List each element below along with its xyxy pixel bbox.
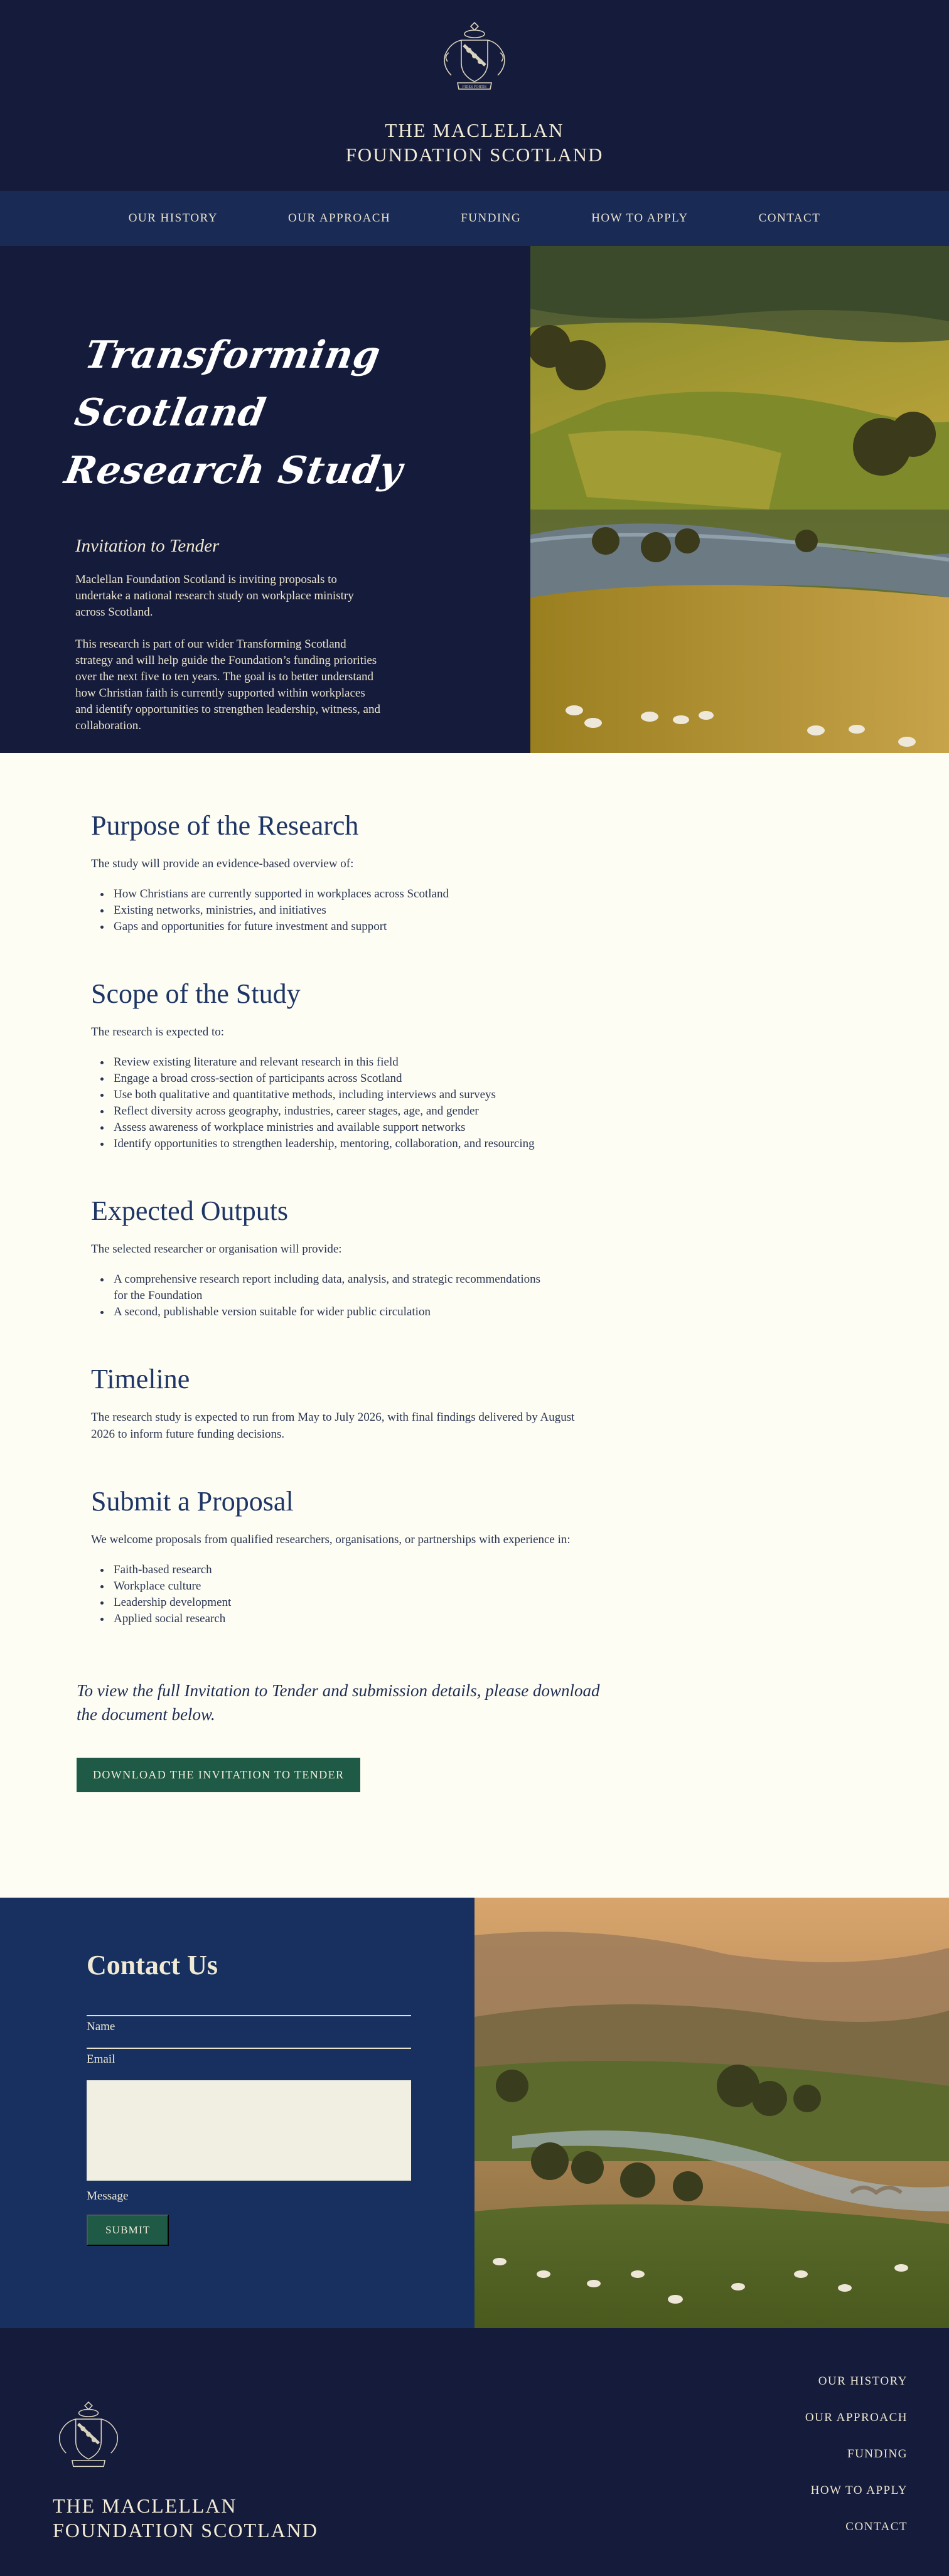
nav-contact[interactable]: CONTACT — [758, 211, 821, 225]
footer-nav-our-history[interactable]: OUR HISTORY — [818, 2375, 908, 2388]
nav-our-approach[interactable]: OUR APPROACH — [288, 211, 391, 225]
purpose-section — [91, 810, 949, 935]
scope-list — [91, 1054, 543, 1152]
footer-crest-icon[interactable] — [51, 2395, 126, 2479]
email-field[interactable] — [87, 2048, 411, 2066]
brand-line2: FOUNDATION SCOTLAND — [345, 144, 604, 166]
footer-brand-line1: THE MACLELLAN — [53, 2494, 237, 2517]
nav-funding[interactable]: FUNDING — [461, 211, 522, 225]
list-item: • How Christians are currently supported in workplaces across Scotland — [111, 886, 543, 902]
download-tender-button[interactable]: DOWNLOAD THE INVITATION TO TENDER — [77, 1758, 360, 1792]
message-label: Message — [87, 2189, 129, 2203]
nav-how-to-apply[interactable]: HOW TO APPLY — [591, 211, 689, 225]
list-item: • A comprehensive research report including data, analysis, and strategic recommendations for the Foundation — [111, 1271, 543, 1304]
outputs-list — [91, 1271, 543, 1320]
footer-nav-funding[interactable]: FUNDING — [847, 2447, 908, 2461]
contact-title: Contact Us — [87, 1950, 218, 1980]
foundation-crest-icon[interactable] — [436, 18, 513, 99]
hero-paragraph-2: This research is part of our wider Transforming Scotland strategy and will help guide the Foundation’s funding priorities over the next five to ten years. The goal is to better understand how Christian faith is currently supported within workplaces and identify opportunities to strengthen leadership, witness, and collaboration. — [75, 638, 380, 732]
download-prompt: To view the full Invitation to Tender and submission details, please download the document below. — [77, 1681, 600, 1724]
nav-our-history[interactable]: OUR HISTORY — [128, 211, 218, 225]
list-item: • Existing networks, ministries, and initiatives — [111, 902, 543, 919]
timeline-text: The research study is expected to run from May to July 2026, with final findings delivered by August 2026 to inform future funding decisions. — [91, 1411, 575, 1441]
contact-landscape-image — [474, 1898, 949, 2328]
list-item: • Reflect diversity across geography, industries, career stages, age, and gender — [111, 1103, 543, 1120]
name-label: Name — [87, 2020, 115, 2033]
submit-heading: Submit a Proposal — [91, 1486, 294, 1517]
name-field[interactable] — [87, 2015, 411, 2034]
brand-line1: THE MACLELLAN — [385, 119, 564, 141]
hero-paragraph-1: Maclellan Foundation Scotland is inviting proposals to undertake a national research study on workplace ministry across Scotland. — [75, 573, 354, 619]
footer-nav-contact[interactable]: CONTACT — [845, 2520, 908, 2533]
purpose-heading: Purpose of the Research — [91, 810, 359, 841]
list-item: • A second, publishable version suitable for wider public circulation — [111, 1304, 543, 1320]
outputs-intro: The selected researcher or organisation will provide: — [91, 1243, 342, 1256]
footer-brand-line2: FOUNDATION SCOTLAND — [53, 2519, 318, 2541]
list-item: • Engage a broad cross-section of participants across Scotland — [111, 1071, 543, 1087]
submit-section — [91, 1485, 949, 1627]
submit-button[interactable]: SUBMIT — [87, 2215, 169, 2246]
list-item: • Faith-based research — [111, 1562, 543, 1578]
contact-form — [0, 1898, 474, 2328]
message-textarea[interactable] — [87, 2080, 411, 2181]
footer-nav-our-approach[interactable]: OUR APPROACH — [805, 2411, 908, 2424]
hero-landscape-image — [530, 246, 949, 753]
hero-section — [0, 246, 949, 753]
site-header — [0, 0, 949, 191]
footer-nav-how-to-apply[interactable]: HOW TO APPLY — [810, 2484, 908, 2497]
contact-section — [0, 1898, 949, 2328]
list-item: • Identify opportunities to strengthen leadership, mentoring, collaboration, and resourcing — [111, 1136, 543, 1152]
list-item: • Assess awareness of workplace ministries and available support networks — [111, 1120, 543, 1136]
list-item: • Workplace culture — [111, 1578, 543, 1595]
list-item: • Gaps and opportunities for future investment and support — [111, 919, 543, 935]
timeline-heading: Timeline — [91, 1364, 190, 1394]
scope-section — [91, 978, 949, 1152]
footer-brand[interactable] — [53, 2494, 318, 2543]
site-footer — [0, 2328, 949, 2576]
outputs-heading: Expected Outputs — [91, 1195, 289, 1226]
footer-nav — [805, 2373, 908, 2535]
crest-motto: FIDES FORTIS — [462, 85, 487, 89]
list-item: • Review existing literature and relevant research in this field — [111, 1054, 543, 1071]
hero-subtitle: Invitation to Tender — [75, 536, 220, 556]
hero-text-panel — [0, 246, 530, 753]
purpose-intro: The study will provide an evidence-based overview of: — [91, 857, 354, 870]
outputs-section — [91, 1195, 949, 1320]
site-brand[interactable] — [346, 118, 604, 167]
main-nav — [0, 191, 949, 246]
submit-list — [91, 1562, 543, 1627]
hero-title-line1: Transforming Scotland — [71, 333, 384, 435]
timeline-section — [91, 1363, 949, 1443]
list-item: • Applied social research — [111, 1611, 543, 1627]
main-content — [0, 753, 949, 1898]
submit-intro: We welcome proposals from qualified researchers, organisations, or partnerships with experience in: — [91, 1533, 571, 1546]
list-item: • Leadership development — [111, 1595, 543, 1611]
purpose-list — [91, 886, 543, 935]
hero-title-line2: Research Study — [61, 449, 406, 493]
list-item: • Use both qualitative and quantitative methods, including interviews and surveys — [111, 1087, 543, 1103]
hero-title — [60, 326, 546, 500]
email-label: Email — [87, 2053, 115, 2066]
scope-intro: The research is expected to: — [91, 1025, 225, 1039]
scope-heading: Scope of the Study — [91, 978, 301, 1009]
